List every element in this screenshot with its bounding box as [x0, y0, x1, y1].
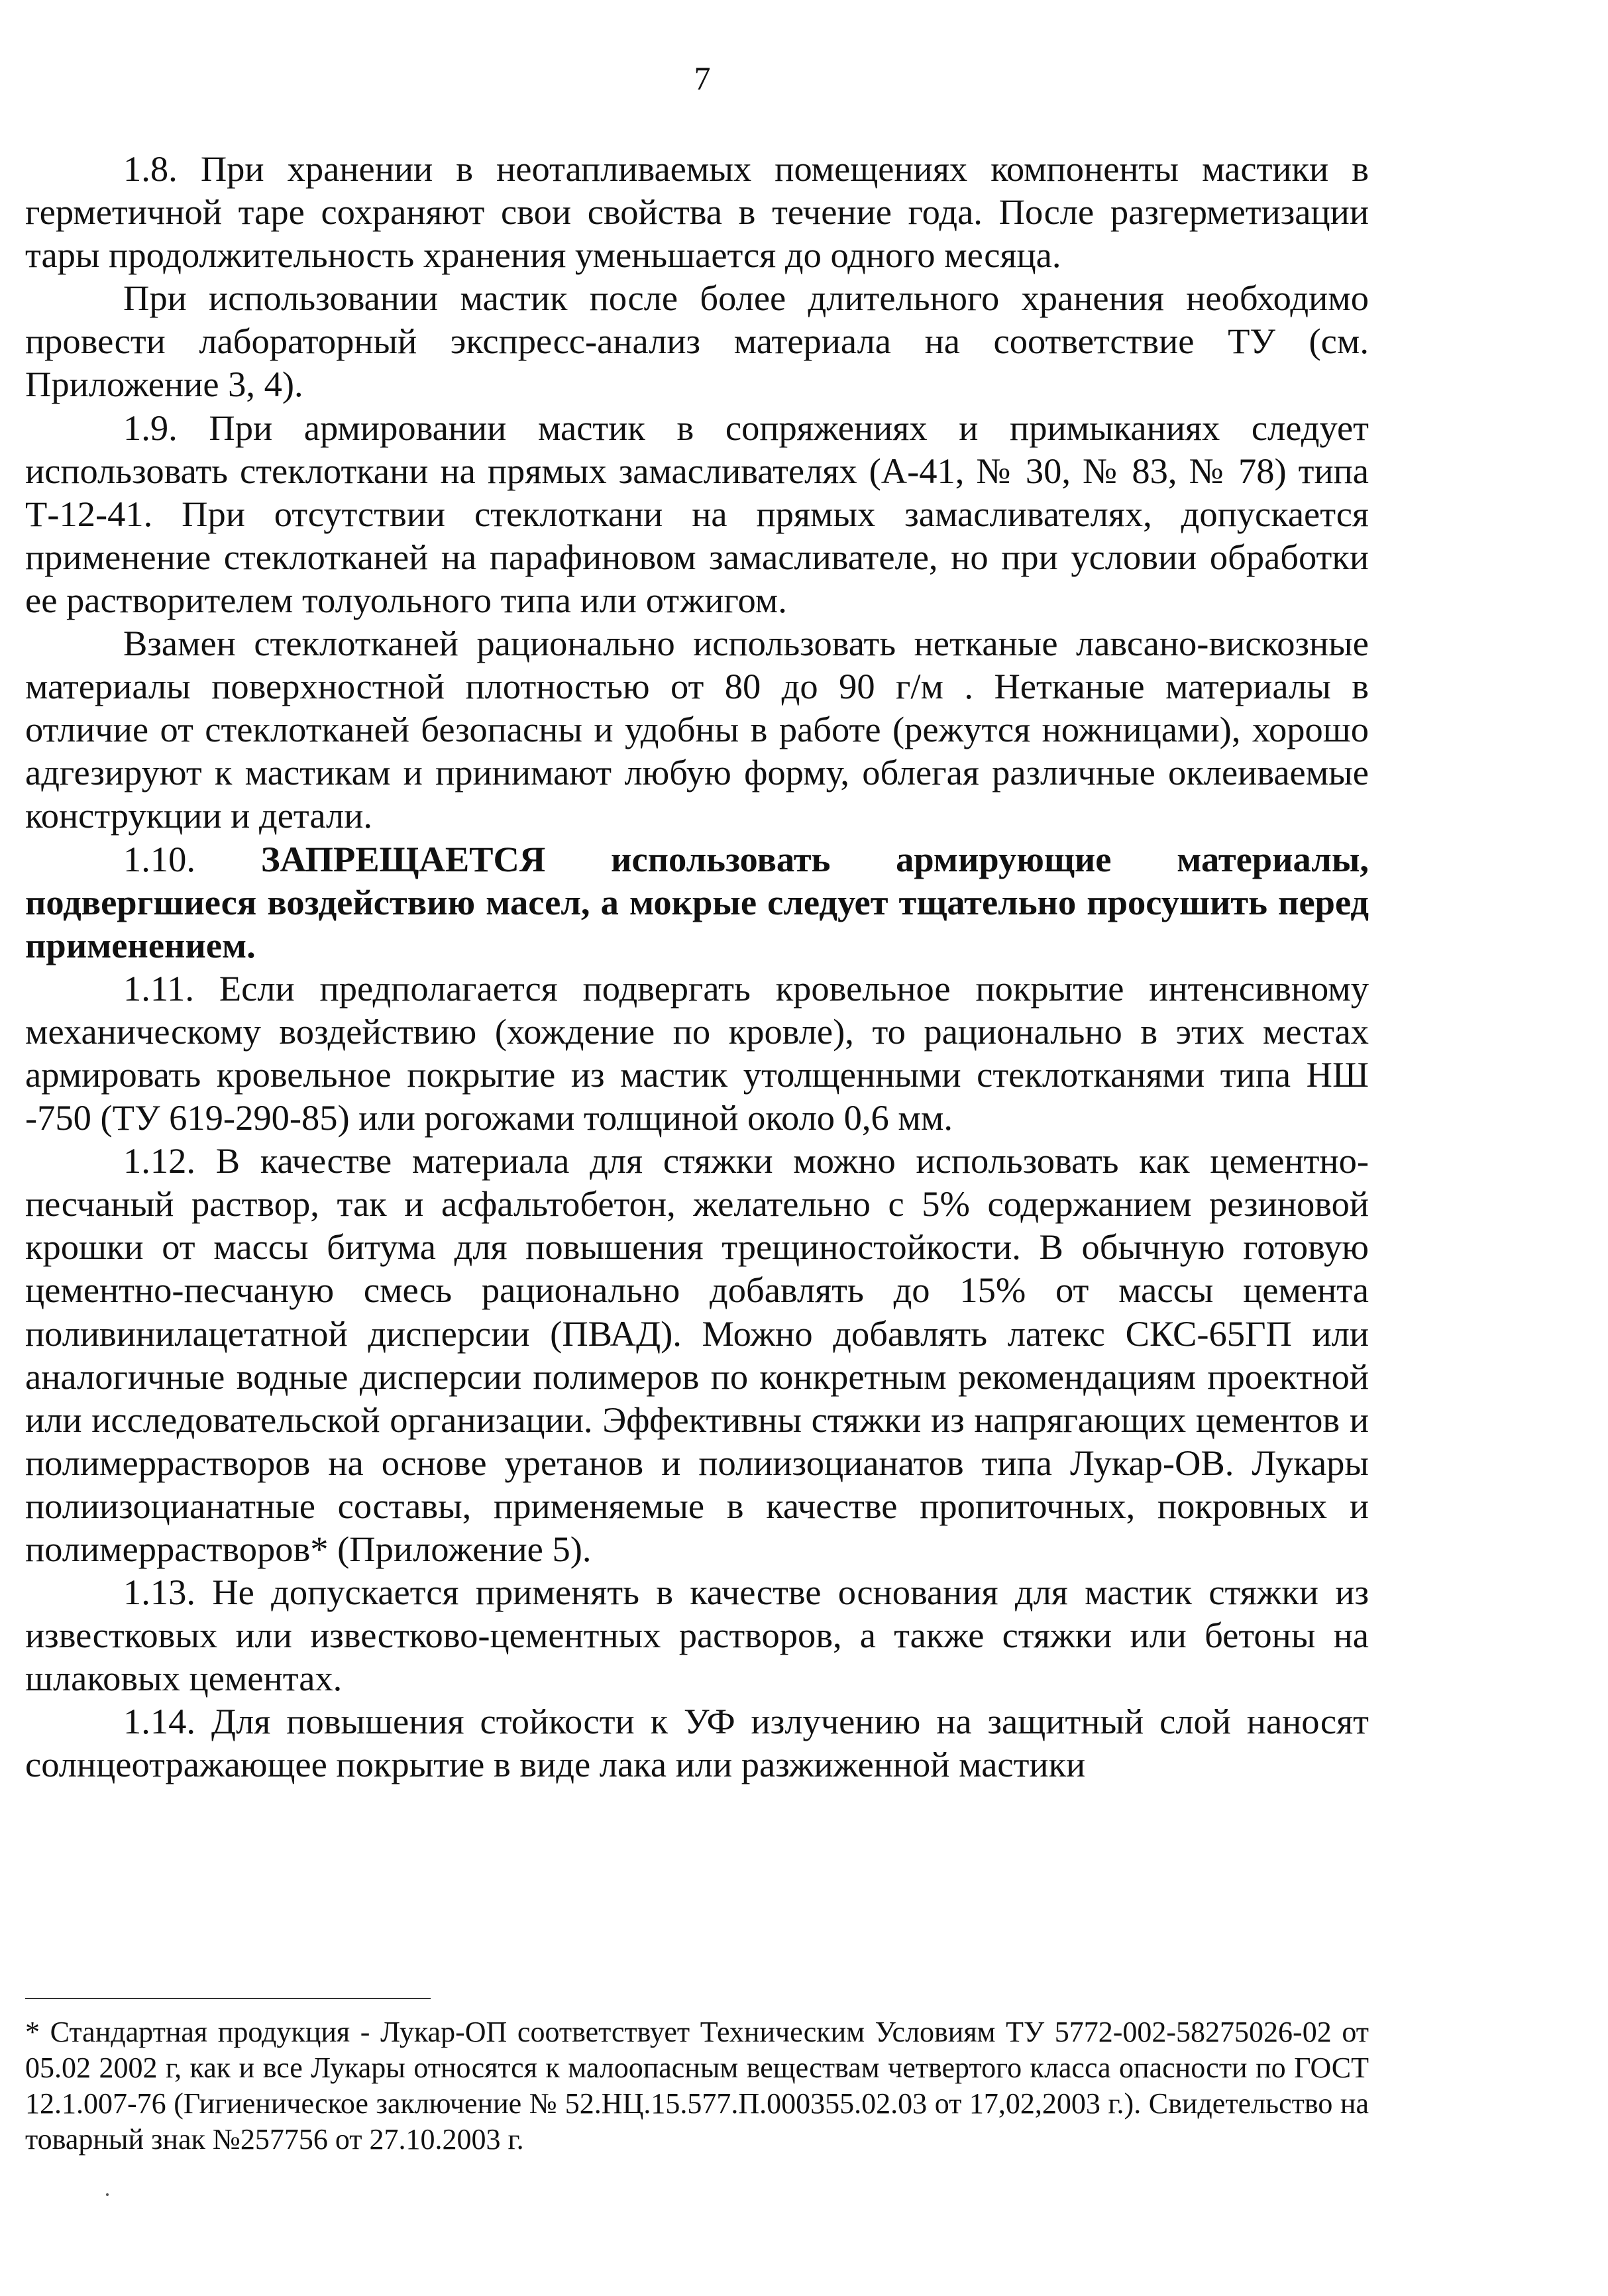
paragraph-1-12: 1.12. В качестве материала для стяжки можно использовать как цементно-песчаный раствор, так и асфальтобетон, желательно с 5% содержанием резиновой крошки от массы битума для повышения трещиностойкости. В обычную готовую цементно-песчаную смесь рационально добавлять до 15% от массы цемента поливинилацетатной дисперсии (ПВАД). Можно добавлять латекс СКС-65ГП или аналогичные водные дисперсии полимеров по конкретным рекомендациям проектной или исследовательской организации. Эффективны стяжки из напрягающих цементов и полимеррастворов на основе уретанов и полиизоцианатов типа Лукар-ОВ. Лукары полиизоцианатные составы, применяемые в качестве пропиточных, покровных и полимеррастворов* (Приложение 5).	[25, 1140, 1369, 1569]
paragraph-1-10-number: 1.10.	[123, 838, 261, 879]
paragraph-1-8: 1.8. При хранении в неотапливаемых помещениях компоненты мастики в герметичной таре сохраняют свои свойства в течение года. После разгерметизации тары продолжительность хранения уменьшается до одного месяца.	[25, 148, 1369, 276]
paragraph-1-14: 1.14. Для повышения стойкости к УФ излучению на защитный слой наносят солнцеотражающее покрытие в виде лака или разжиженной мастики	[25, 1701, 1369, 1785]
scan-speck	[106, 2193, 109, 2196]
paragraph-1-10-warning: ЗАПРЕЩАЕТСЯ использовать армирующие материалы, подвергшиеся воздействию масел, а мокрые следует тщательно просушить перед применением.	[25, 838, 1369, 965]
paragraph-1-10	[25, 838, 1369, 967]
paragraph-1-9: 1.9. При армировании мастик в сопряжениях и примыканиях следует использовать стеклоткани на прямых замасливателях (А-41, № 30, № 83, № 78) типа Т-12-41. При отсутствии стеклоткани на прямых замасливателях, допускается применение стеклотканей на парафиновом замасливателе, но при условии обработки ее растворителем толуольного типа или отжигом.	[25, 407, 1369, 620]
paragraph-1-8-continued: При использовании мастик после более длительного хранения необходимо провести лабораторный экспресс-анализ материала на соответствие ТУ (см. Приложение 3, 4).	[25, 278, 1369, 405]
paragraph-1-13: 1.13. Не допускается применять в качестве основания для мастик стяжки из известковых или известково-цементных растворов, а также стяжки или бетоны на шлаковых цементах.	[25, 1572, 1369, 1699]
footnote: * Стандартная продукция - Лукар-ОП соответствует Техническим Условиям ТУ 5772-002-58275026-02 от 05.02 2002 г, как и все Лукары относятся к малоопасным веществам четвертого класса опасности по ГОСТ 12.1.007-76 (Гигиеническое заключение № 52.НЦ.15.577.П.000355.02.03 от 17,02,2003 г.). Свидетельство на товарный знак №257756 от 27.10.2003 г.	[25, 2016, 1369, 2156]
body-text	[25, 147, 1369, 1786]
paragraph-1-9-continued: Взамен стеклотканей рационально использовать нетканые лавсано-вискозные материалы поверхностной плотностью от 80 до 90 г/м . Нетканые материалы в отличие от стеклотканей безопасны и удобны в работе (режутся ножницами), хорошо адгезируют к мастикам и принимают любую форму, облегая различные оклеиваемые конструкции и детали.	[25, 623, 1369, 836]
paragraph-1-11: 1.11. Если предполагается подвергать кровельное покрытие интенсивному механическому воздействию (хождение по кровле), то рационально в этих местах армировать кровельное покрытие из мастик утолщенными стеклотканями типа НШ -750 (ТУ 619-290-85) или рогожами толщиной около 0,6 мм.	[25, 967, 1369, 1138]
page-number: 7	[694, 60, 711, 97]
footnote-rule	[25, 1998, 431, 1999]
